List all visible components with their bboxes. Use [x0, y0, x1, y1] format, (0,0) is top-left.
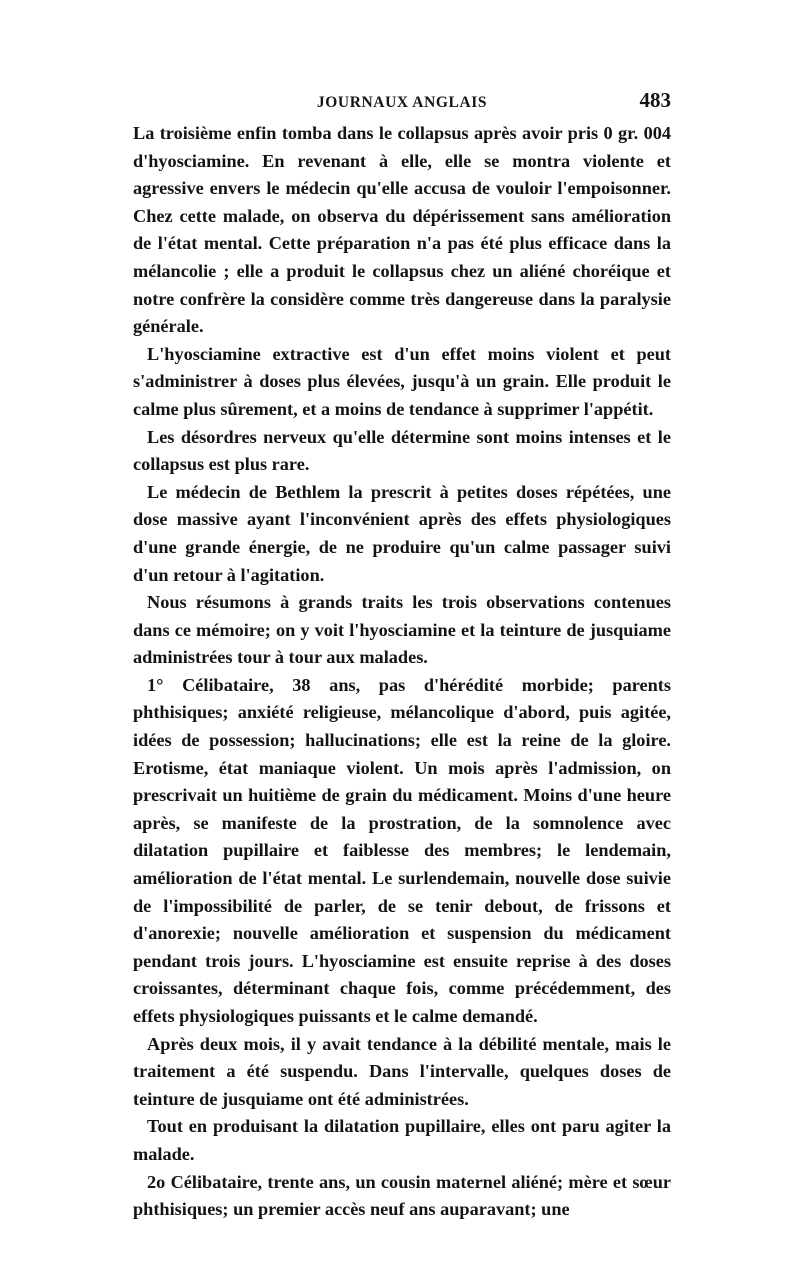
paragraph: Le médecin de Bethlem la prescrit à petites doses répétées, une dose massive ayant l'inconvénient après des effets physiologiques d'une grande énergie, de ne produire qu'un calme passager suivi d'un retour à l'agitation. [133, 481, 671, 585]
paragraph: 1° Célibataire, 38 ans, pas d'hérédité morbide; parents phthisiques; anxiété religieuse, mélancolique d'abord, puis agitée, idées de possession; hallucinations; elle est la reine de la gloire. Erotisme, état maniaque violent. Un mois après l'admission, on prescrivait un huitième de grain du médicament. Moins d'une heure après, se manifeste de la prostration, de la somnolence avec dilatation pupillaire et faiblesse des membres; le lendemain, amélioration de l'état mental. Le surlendemain, nouvelle dose suivie de l'impossibilité de parler, de se tenir debout, de frissons et d'anorexie; nouvelle amélioration et suspension du médicament pendant trois jours. L'hyosciamine est ensuite reprise à des doses croissantes, déterminant chaque fois, comme précédemment, des effets physiologiques puissants et le calme demandé. [133, 674, 671, 1026]
running-head [133, 88, 671, 120]
body-text [133, 120, 671, 1224]
paragraph: 2o Célibataire, trente ans, un cousin maternel aliéné; mère et sœur phthisiques; un premier accès neuf ans auparavant; une [133, 1171, 671, 1220]
running-title: JOURNAUX ANGLAIS [316, 94, 488, 111]
paragraph: Tout en produisant la dilatation pupillaire, elles ont paru agiter la malade. [133, 1116, 671, 1164]
paragraph: Après deux mois, il y avait tendance à la débilité mentale, mais le traitement a été suspendu. Dans l'intervalle, quelques doses de teinture de jusquiame ont été administrées. [133, 1033, 671, 1109]
page-number: 483 [639, 88, 671, 112]
book-page [133, 88, 671, 1224]
paragraph: La troisième enfin tomba dans le collapsus après avoir pris 0 gr. 004 d'hyosciamine. En revenant à elle, elle se montra violente et agressive envers le médecin qu'elle accusa de vouloir l'empoisonner. Chez cette malade, on observa du dépérissement sans amélioration de l'état mental. Cette préparation n'a pas été plus efficace dans la mélancolie ; elle a produit le collapsus chez un aliéné choréique et notre confrère la considère comme très dangereuse dans la paralysie générale. [133, 123, 671, 337]
paragraph: L'hyosciamine extractive est d'un effet moins violent et peut s'administrer à doses plus élevées, jusqu'à un grain. Elle produit le calme plus sûrement, et a moins de tendance à supprimer l'appétit. [133, 343, 671, 419]
paragraph: Les désordres nerveux qu'elle détermine sont moins intenses et le collapsus est plus rare. [133, 426, 671, 475]
paragraph: Nous résumons à grands traits les trois observations contenues dans ce mémoire; on y voit l'hyosciamine et la teinture de jusquiame administrées tour à tour aux malades. [133, 592, 671, 668]
